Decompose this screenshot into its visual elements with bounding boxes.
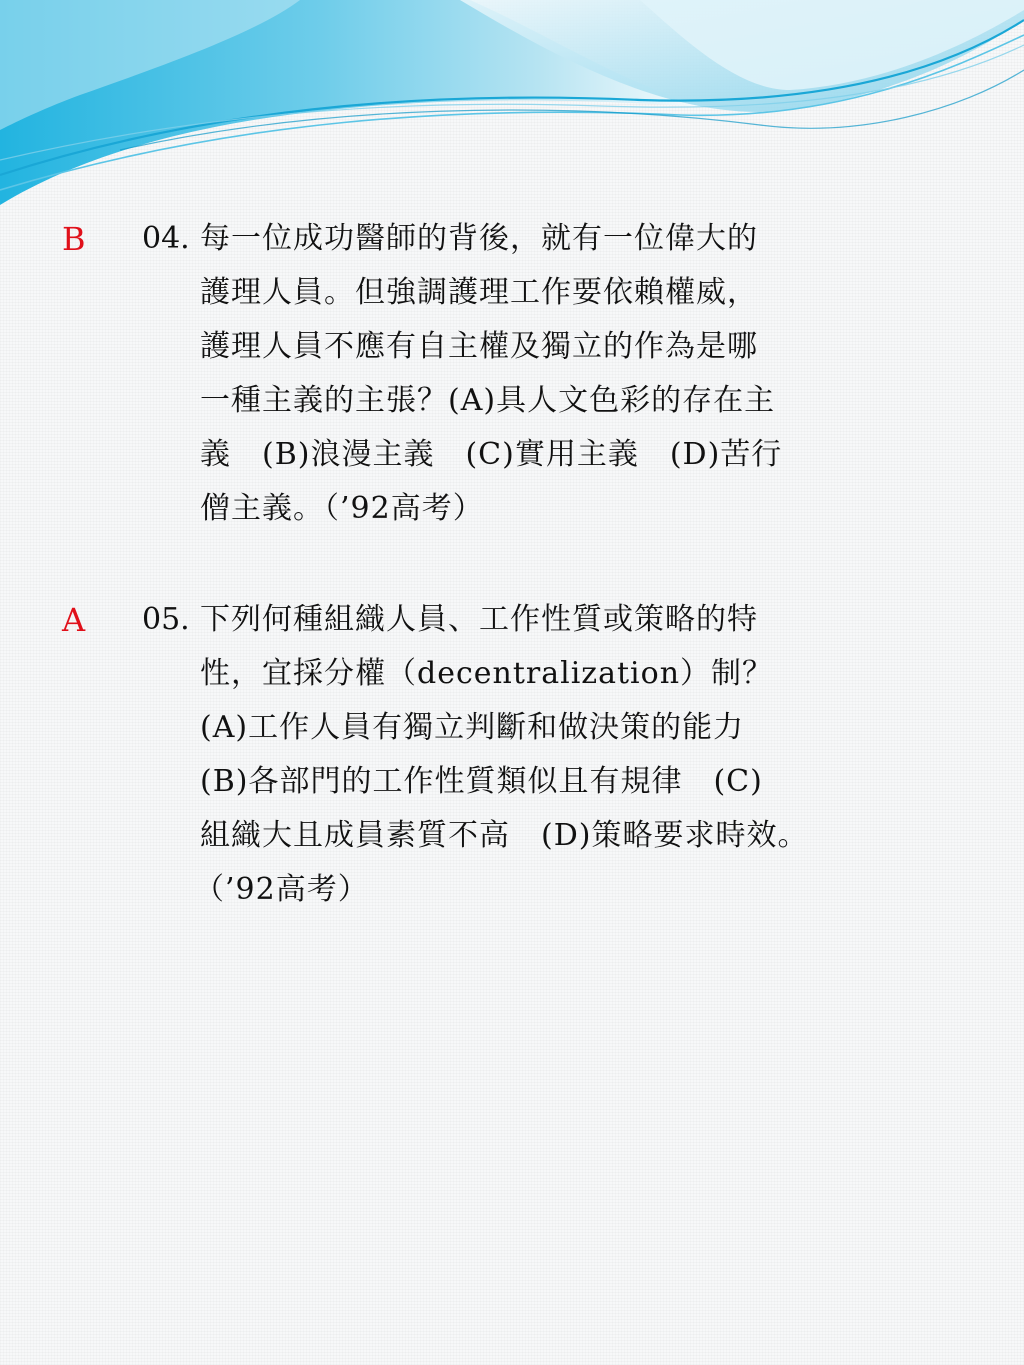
question-line: 義 (B)浪漫主義 (C)實用主義 (D)苦行 <box>200 437 783 472</box>
question-line: 僧主義。（’92高考） <box>200 491 484 526</box>
question-line: (A)工作人員有獨立判斷和做決策的能力 <box>200 710 745 745</box>
question-line: 一種主義的主張？(A)具人文色彩的存在主 <box>200 383 776 418</box>
question-line: 護理人員不應有自主權及獨立的作為是哪 <box>200 329 758 364</box>
question-line: 每一位成功醫師的背後，就有一位偉大的 <box>200 221 758 256</box>
answer-key: A <box>62 601 86 639</box>
question-line: 護理人員。但強調護理工作要依賴權威， <box>200 275 758 310</box>
question-text <box>200 212 782 536</box>
question-line: （’92高考） <box>194 872 369 907</box>
question-text <box>194 593 809 917</box>
question-line: (B)各部門的工作性質類似且有規律 (C) <box>200 764 763 799</box>
question-number: 05. <box>142 602 190 637</box>
question-line: 性，宜採分權（decentralization）制？ <box>200 656 774 691</box>
question-number: 04. <box>142 221 190 256</box>
header-wave-decoration <box>0 0 1024 215</box>
answer-key: B <box>62 220 86 258</box>
question-line: 下列何種組織人員、工作性質或策略的特 <box>200 602 758 637</box>
question-line: 組織大且成員素質不高 (D)策略要求時效。 <box>200 818 809 853</box>
